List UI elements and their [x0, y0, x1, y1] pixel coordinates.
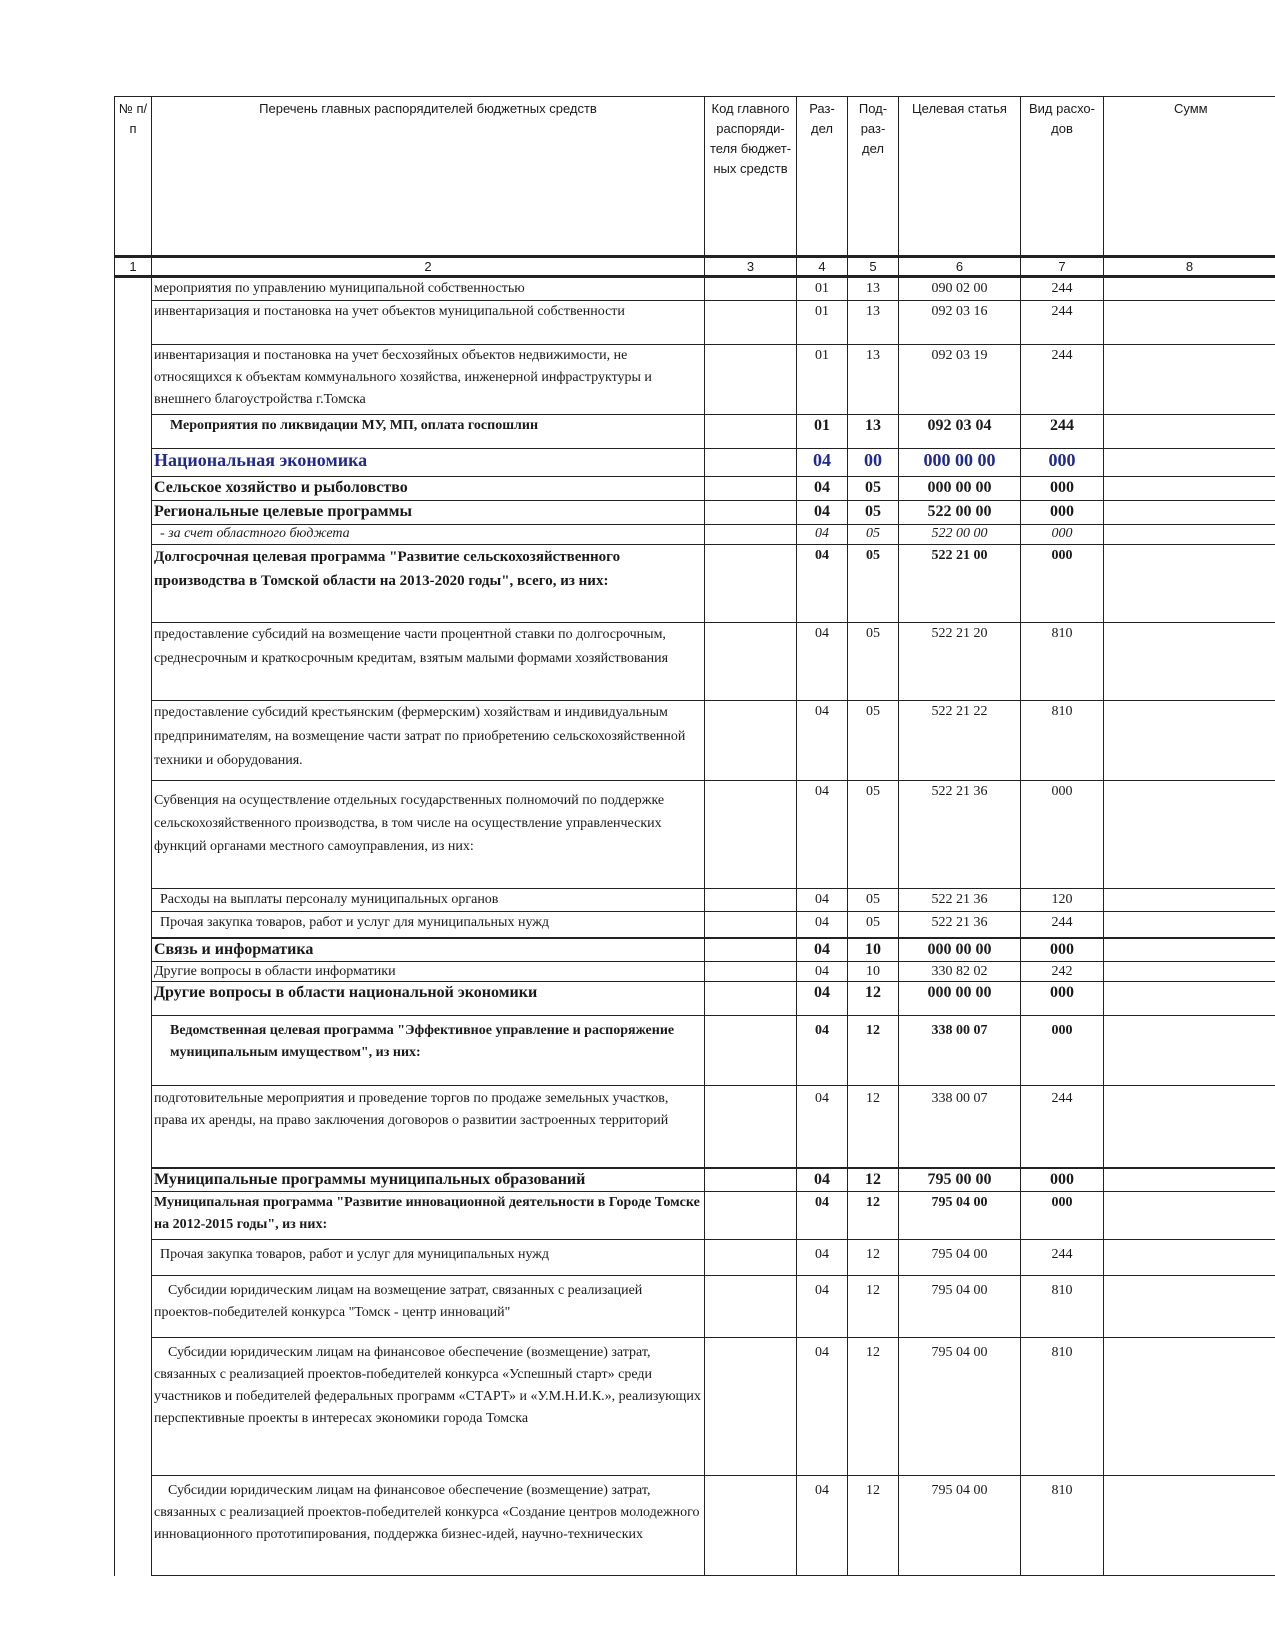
- row-target: 795 04 00: [899, 1276, 1021, 1338]
- row-podrazdel: 05: [848, 545, 899, 623]
- row-code: [705, 449, 797, 477]
- row-num-cell: [115, 449, 152, 477]
- row-razdel: 04: [797, 701, 848, 781]
- row-razdel: 04: [797, 1476, 848, 1576]
- table-row: [115, 525, 1275, 545]
- row-vid: 000: [1021, 938, 1104, 962]
- row-target: 795 04 00: [899, 1476, 1021, 1576]
- row-podrazdel: 05: [848, 781, 899, 889]
- row-vid: 244: [1021, 1240, 1104, 1276]
- row-podrazdel: 05: [848, 912, 899, 938]
- row-code: [705, 1240, 797, 1276]
- row-target: 000 00 00: [899, 477, 1021, 501]
- row-vid: 000: [1021, 525, 1104, 545]
- row-sum: [1104, 938, 1275, 962]
- row-razdel: 04: [797, 889, 848, 912]
- row-vid: 000: [1021, 501, 1104, 525]
- row-target: 522 21 00: [899, 545, 1021, 623]
- row-razdel: 04: [797, 501, 848, 525]
- row-podrazdel: 05: [848, 477, 899, 501]
- row-razdel: 04: [797, 1338, 848, 1476]
- table-row: [115, 1240, 1275, 1276]
- row-target: 522 21 20: [899, 623, 1021, 701]
- row-target: 092 03 04: [899, 415, 1021, 449]
- row-target: 090 02 00: [899, 277, 1021, 301]
- row-razdel: 04: [797, 1240, 848, 1276]
- row-sum: [1104, 525, 1275, 545]
- row-code: [705, 623, 797, 701]
- row-vid: 000: [1021, 1168, 1104, 1192]
- row-code: [705, 1476, 797, 1576]
- row-sum: [1104, 1016, 1275, 1086]
- row-target: 338 00 07: [899, 1086, 1021, 1168]
- budget-table: [114, 96, 1275, 1576]
- column-number: 4: [797, 257, 848, 277]
- row-podrazdel: 13: [848, 345, 899, 415]
- column-number: 5: [848, 257, 899, 277]
- row-code: [705, 1086, 797, 1168]
- row-name: Региональные целевые программы: [152, 501, 705, 525]
- row-name: Другие вопросы в области информатики: [152, 962, 705, 982]
- row-target: 522 00 00: [899, 525, 1021, 545]
- row-razdel: 04: [797, 1086, 848, 1168]
- row-code: [705, 301, 797, 345]
- row-vid: 244: [1021, 277, 1104, 301]
- header-target: Целевая статья: [899, 97, 1021, 257]
- row-num-cell: [115, 1476, 152, 1576]
- row-vid: 244: [1021, 345, 1104, 415]
- row-vid: 000: [1021, 781, 1104, 889]
- row-code: [705, 525, 797, 545]
- row-vid: 244: [1021, 415, 1104, 449]
- row-razdel: 04: [797, 962, 848, 982]
- column-number: 8: [1104, 257, 1275, 277]
- row-sum: [1104, 1168, 1275, 1192]
- table-row: [115, 545, 1275, 623]
- row-razdel: 04: [797, 477, 848, 501]
- row-num-cell: [115, 912, 152, 938]
- row-sum: [1104, 1240, 1275, 1276]
- row-vid: 000: [1021, 545, 1104, 623]
- row-razdel: 04: [797, 449, 848, 477]
- row-num-cell: [115, 962, 152, 982]
- row-sum: [1104, 345, 1275, 415]
- table-row: [115, 1192, 1275, 1240]
- row-podrazdel: 12: [848, 1016, 899, 1086]
- row-code: [705, 1168, 797, 1192]
- row-code: [705, 1338, 797, 1476]
- row-razdel: 04: [797, 545, 848, 623]
- row-name: Субвенция на осуществление отдельных государственных полномочий по поддержке сельскохозяйственного производства, в том числе на осуществление управленческих функций органами местного самоуправления, из них:: [152, 781, 705, 889]
- row-code: [705, 938, 797, 962]
- table-row: [115, 1168, 1275, 1192]
- row-num-cell: [115, 938, 152, 962]
- table-row: [115, 415, 1275, 449]
- row-target: 000 00 00: [899, 982, 1021, 1016]
- row-sum: [1104, 1086, 1275, 1168]
- row-sum: [1104, 477, 1275, 501]
- row-sum: [1104, 545, 1275, 623]
- row-name: подготовительные мероприятия и проведение торгов по продаже земельных участков, права их аренды, на право заключения договоров о развитии застроенных территорий: [152, 1086, 705, 1168]
- column-number: 2: [152, 257, 705, 277]
- row-razdel: 04: [797, 1016, 848, 1086]
- table-row: [115, 449, 1275, 477]
- row-target: 795 04 00: [899, 1192, 1021, 1240]
- row-razdel: 01: [797, 301, 848, 345]
- row-podrazdel: 05: [848, 701, 899, 781]
- row-vid: 244: [1021, 301, 1104, 345]
- table-row: [115, 1016, 1275, 1086]
- row-sum: [1104, 623, 1275, 701]
- row-target: 522 21 22: [899, 701, 1021, 781]
- table-row: [115, 962, 1275, 982]
- column-number-row: [115, 257, 1275, 277]
- row-code: [705, 982, 797, 1016]
- row-code: [705, 962, 797, 982]
- row-name: инвентаризация и постановка на учет объектов муниципальной собственности: [152, 301, 705, 345]
- row-num-cell: [115, 781, 152, 889]
- row-vid: 810: [1021, 1476, 1104, 1576]
- header-name: Перечень главных распорядителей бюджетных средств: [152, 97, 705, 257]
- row-target: 092 03 19: [899, 345, 1021, 415]
- table-row: [115, 982, 1275, 1016]
- row-podrazdel: 05: [848, 501, 899, 525]
- row-sum: [1104, 889, 1275, 912]
- table-row: [115, 477, 1275, 501]
- row-podrazdel: 12: [848, 1192, 899, 1240]
- table-row: [115, 781, 1275, 889]
- row-target: 795 04 00: [899, 1338, 1021, 1476]
- row-name: мероприятия по управлению муниципальной собственностью: [152, 277, 705, 301]
- row-code: [705, 781, 797, 889]
- row-target: 000 00 00: [899, 938, 1021, 962]
- row-podrazdel: 12: [848, 1168, 899, 1192]
- row-num-cell: [115, 982, 152, 1016]
- row-razdel: 04: [797, 938, 848, 962]
- row-vid: 810: [1021, 623, 1104, 701]
- row-name: Прочая закупка товаров, работ и услуг для муниципальных нужд: [152, 1240, 705, 1276]
- row-sum: [1104, 701, 1275, 781]
- row-name: предоставление субсидий крестьянским (фермерским) хозяйствам и индивидуальным предпринимателям, на возмещение части затрат по приобретению сельскохозяйственной техники и оборудования.: [152, 701, 705, 781]
- row-podrazdel: 05: [848, 623, 899, 701]
- column-number: 3: [705, 257, 797, 277]
- header-expense: Вид расхо-дов: [1021, 97, 1104, 257]
- row-target: 795 00 00: [899, 1168, 1021, 1192]
- row-num-cell: [115, 525, 152, 545]
- row-num-cell: [115, 1338, 152, 1476]
- table-row: [115, 1086, 1275, 1168]
- table-row: [115, 1476, 1275, 1576]
- row-target: 795 04 00: [899, 1240, 1021, 1276]
- row-razdel: 01: [797, 345, 848, 415]
- row-vid: 810: [1021, 701, 1104, 781]
- row-razdel: 04: [797, 623, 848, 701]
- row-sum: [1104, 962, 1275, 982]
- table-row: [115, 889, 1275, 912]
- table-row: [115, 912, 1275, 938]
- row-num-cell: [115, 477, 152, 501]
- row-code: [705, 345, 797, 415]
- row-vid: 810: [1021, 1276, 1104, 1338]
- row-num-cell: [115, 501, 152, 525]
- header-row: [115, 97, 1275, 257]
- table-row: [115, 623, 1275, 701]
- row-name: Расходы на выплаты персоналу муниципальных органов: [152, 889, 705, 912]
- row-podrazdel: 05: [848, 525, 899, 545]
- row-vid: 242: [1021, 962, 1104, 982]
- row-sum: [1104, 301, 1275, 345]
- row-podrazdel: 13: [848, 415, 899, 449]
- row-num-cell: [115, 1016, 152, 1086]
- header-code: Код главного распоряди-теля бюджет-ных средств: [705, 97, 797, 257]
- row-sum: [1104, 1276, 1275, 1338]
- row-code: [705, 545, 797, 623]
- table-row: [115, 277, 1275, 301]
- row-num-cell: [115, 1276, 152, 1338]
- row-razdel: 01: [797, 415, 848, 449]
- row-vid: 244: [1021, 1086, 1104, 1168]
- column-number: 6: [899, 257, 1021, 277]
- row-num-cell: [115, 345, 152, 415]
- row-podrazdel: 12: [848, 1086, 899, 1168]
- row-vid: 000: [1021, 1016, 1104, 1086]
- row-vid: 000: [1021, 449, 1104, 477]
- row-num-cell: [115, 415, 152, 449]
- column-number: 7: [1021, 257, 1104, 277]
- row-num-cell: [115, 545, 152, 623]
- row-code: [705, 1016, 797, 1086]
- row-num-cell: [115, 1192, 152, 1240]
- row-sum: [1104, 1192, 1275, 1240]
- row-name: Другие вопросы в области национальной экономики: [152, 982, 705, 1016]
- table-row: [115, 345, 1275, 415]
- row-sum: [1104, 415, 1275, 449]
- table-row: [115, 1276, 1275, 1338]
- row-podrazdel: 12: [848, 982, 899, 1016]
- row-name: Субсидии юридическим лицам на финансовое обеспечение (возмещение) затрат, связанных с реализацией проектов-победителей конкурса «Успешный старт» среди участников и победителей федеральных программ «СТАРТ» и «У.М.Н.И.К.», реализующих перспективные проекты в интересах экономики города Томска: [152, 1338, 705, 1476]
- row-code: [705, 1192, 797, 1240]
- row-razdel: 04: [797, 1276, 848, 1338]
- row-razdel: 04: [797, 912, 848, 938]
- row-vid: 000: [1021, 477, 1104, 501]
- row-sum: [1104, 277, 1275, 301]
- row-sum: [1104, 982, 1275, 1016]
- row-vid: 810: [1021, 1338, 1104, 1476]
- row-podrazdel: 13: [848, 301, 899, 345]
- row-podrazdel: 12: [848, 1240, 899, 1276]
- table-row: [115, 701, 1275, 781]
- row-razdel: 04: [797, 1192, 848, 1240]
- row-podrazdel: 12: [848, 1476, 899, 1576]
- row-num-cell: [115, 1240, 152, 1276]
- row-razdel: 04: [797, 525, 848, 545]
- row-name: Ведомственная целевая программа "Эффективное управление и распоряжение муниципальным имуществом", из них:: [152, 1016, 705, 1086]
- row-num-cell: [115, 277, 152, 301]
- row-code: [705, 889, 797, 912]
- row-code: [705, 701, 797, 781]
- header-sum: Сумм: [1104, 97, 1275, 257]
- table-row: [115, 938, 1275, 962]
- row-name: Национальная экономика: [152, 449, 705, 477]
- row-razdel: 04: [797, 1168, 848, 1192]
- row-target: 338 00 07: [899, 1016, 1021, 1086]
- row-code: [705, 415, 797, 449]
- row-name: Субсидии юридическим лицам на финансовое обеспечение (возмещение) затрат, связанных с реализацией проектов-победителей конкурса «Создание центров молодежного инновационного прототипирования, поддержка бизнес-идей, научно-технических: [152, 1476, 705, 1576]
- header-num: № п/п: [115, 97, 152, 257]
- row-num-cell: [115, 701, 152, 781]
- row-code: [705, 477, 797, 501]
- row-name: Связь и информатика: [152, 938, 705, 962]
- row-razdel: 01: [797, 277, 848, 301]
- row-sum: [1104, 501, 1275, 525]
- row-name: предоставление субсидий на возмещение части процентной ставки по долгосрочным, среднесрочным и краткосрочным кредитам, взятым малыми формами хозяйствования: [152, 623, 705, 701]
- row-name: Муниципальная программа "Развитие инновационной деятельности в Городе Томске на 2012-2015 годы", из них:: [152, 1192, 705, 1240]
- row-code: [705, 501, 797, 525]
- row-sum: [1104, 1476, 1275, 1576]
- row-podrazdel: 13: [848, 277, 899, 301]
- row-podrazdel: 12: [848, 1338, 899, 1476]
- row-sum: [1104, 1338, 1275, 1476]
- header-section: Раз-дел: [797, 97, 848, 257]
- row-name: Мероприятия по ликвидации МУ, МП, оплата госпошлин: [152, 415, 705, 449]
- row-name: инвентаризация и постановка на учет бесхозяйных объектов недвижимости, не относящихся к объектам коммунального хозяйства, инженерной инфраструктуры и внешнего благоустройства г.Томска: [152, 345, 705, 415]
- row-num-cell: [115, 1168, 152, 1192]
- row-name: Субсидии юридическим лицам на возмещение затрат, связанных с реализацией проектов-победителей конкурса "Томск - центр инноваций": [152, 1276, 705, 1338]
- row-sum: [1104, 781, 1275, 889]
- row-num-cell: [115, 623, 152, 701]
- row-target: 522 00 00: [899, 501, 1021, 525]
- row-name: Долгосрочная целевая программа "Развитие сельскохозяйственного производства в Томской области на 2013-2020 годы", всего, из них:: [152, 545, 705, 623]
- row-vid: 120: [1021, 889, 1104, 912]
- row-vid: 244: [1021, 912, 1104, 938]
- row-name: Муниципальные программы муниципальных образований: [152, 1168, 705, 1192]
- row-podrazdel: 05: [848, 889, 899, 912]
- row-sum: [1104, 449, 1275, 477]
- row-code: [705, 1276, 797, 1338]
- table-row: [115, 301, 1275, 345]
- row-name: Прочая закупка товаров, работ и услуг для муниципальных нужд: [152, 912, 705, 938]
- column-number: 1: [115, 257, 152, 277]
- row-target: 330 82 02: [899, 962, 1021, 982]
- row-razdel: 04: [797, 982, 848, 1016]
- table-row: [115, 1338, 1275, 1476]
- row-target: 522 21 36: [899, 912, 1021, 938]
- row-target: 522 21 36: [899, 781, 1021, 889]
- row-podrazdel: 12: [848, 1276, 899, 1338]
- row-num-cell: [115, 889, 152, 912]
- row-vid: 000: [1021, 1192, 1104, 1240]
- header-subsection: Под-раз-дел: [848, 97, 899, 257]
- row-num-cell: [115, 1086, 152, 1168]
- row-num-cell: [115, 301, 152, 345]
- row-target: 092 03 16: [899, 301, 1021, 345]
- row-podrazdel: 00: [848, 449, 899, 477]
- row-vid: 000: [1021, 982, 1104, 1016]
- row-name: Сельское хозяйство и рыболовство: [152, 477, 705, 501]
- row-razdel: 04: [797, 781, 848, 889]
- row-code: [705, 277, 797, 301]
- row-code: [705, 912, 797, 938]
- table-row: [115, 501, 1275, 525]
- row-target: 000 00 00: [899, 449, 1021, 477]
- row-podrazdel: 10: [848, 962, 899, 982]
- row-name: - за счет областного бюджета: [152, 525, 705, 545]
- row-target: 522 21 36: [899, 889, 1021, 912]
- row-podrazdel: 10: [848, 938, 899, 962]
- row-sum: [1104, 912, 1275, 938]
